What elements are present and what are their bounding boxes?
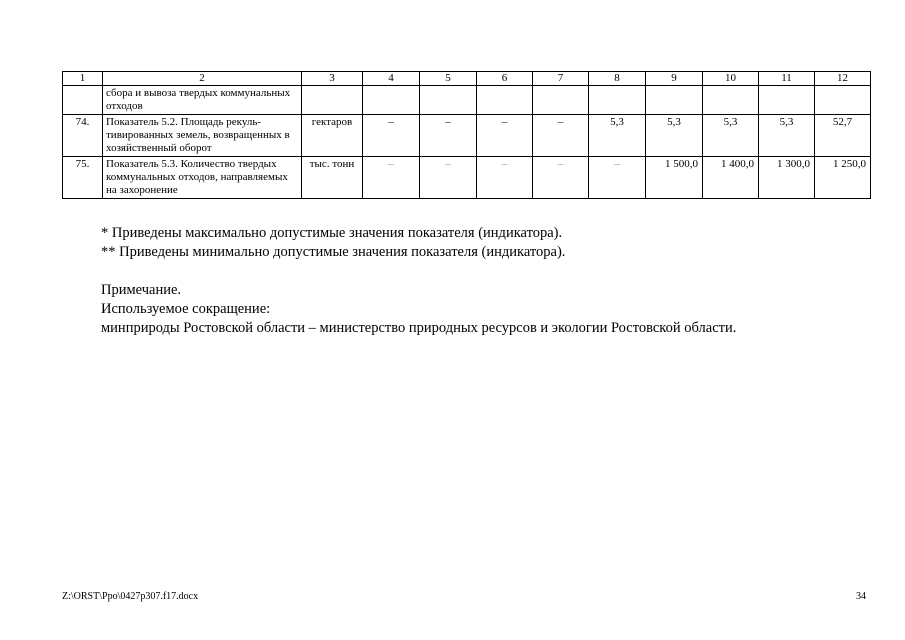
value-cell: – <box>420 115 477 157</box>
value-cell: 5,3 <box>589 115 646 157</box>
table-row <box>63 157 871 199</box>
indicator-name: сбора и вывоза твердых коммунальных отходов <box>103 86 302 115</box>
header-cell: 5 <box>420 72 477 86</box>
value-cell <box>363 86 420 115</box>
value-cell: – <box>363 157 420 199</box>
value-cell: – <box>477 115 533 157</box>
value-cell <box>477 86 533 115</box>
value-cell: 1 500,0 <box>646 157 703 199</box>
value-cell: – <box>420 157 477 199</box>
value-cell: 5,3 <box>759 115 815 157</box>
row-number: 74. <box>63 115 103 157</box>
indicator-name: Показатель 5.3. Количество твердых коммунальных отходов, направляемых на захоронение <box>103 157 302 199</box>
footnote-max: * Приведены максимально допустимые значения показателя (индикатора). <box>101 225 563 241</box>
header-cell: 8 <box>589 72 646 86</box>
row-number: 75. <box>63 157 103 199</box>
footnote-min: ** Приведены минимально допустимые значения показателя (индикатора). <box>101 244 566 260</box>
value-cell: 1 300,0 <box>759 157 815 199</box>
footer-file-path: Z:\ORST\Ppo\0427p307.f17.docx <box>62 591 199 602</box>
page-number: 34 <box>856 591 866 602</box>
header-cell: 7 <box>533 72 589 86</box>
unit-cell: тыс. тонн <box>302 157 363 199</box>
value-cell: 1 250,0 <box>815 157 871 199</box>
value-cell: – <box>589 157 646 199</box>
header-cell: 11 <box>759 72 815 86</box>
footnotes-block <box>101 224 736 338</box>
header-cell: 6 <box>477 72 533 86</box>
value-cell: 52,7 <box>815 115 871 157</box>
value-cell <box>420 86 477 115</box>
header-cell: 1 <box>63 72 103 86</box>
value-cell <box>815 86 871 115</box>
value-cell <box>646 86 703 115</box>
value-cell: – <box>533 157 589 199</box>
header-cell: 9 <box>646 72 703 86</box>
header-cell: 4 <box>363 72 420 86</box>
header-cell: 10 <box>703 72 759 86</box>
note-title: Примечание. <box>101 282 182 298</box>
value-cell: 5,3 <box>646 115 703 157</box>
row-number <box>63 86 103 115</box>
value-cell: – <box>477 157 533 199</box>
indicator-name: Показатель 5.2. Площадь рекультивированных земель, возвращенных в хозяйственный оборот <box>103 115 302 157</box>
abbreviation-heading: Используемое сокращение: <box>101 301 271 317</box>
unit-cell <box>302 86 363 115</box>
header-cell: 3 <box>302 72 363 86</box>
table-row <box>63 86 871 115</box>
value-cell: 5,3 <box>703 115 759 157</box>
value-cell: – <box>533 115 589 157</box>
spacer <box>101 262 736 281</box>
value-cell <box>589 86 646 115</box>
table-header-row <box>63 72 871 86</box>
value-cell <box>759 86 815 115</box>
unit-cell: гектаров <box>302 115 363 157</box>
table-row <box>63 115 871 157</box>
value-cell: – <box>363 115 420 157</box>
indicators-table <box>62 71 871 199</box>
value-cell <box>533 86 589 115</box>
value-cell: 1 400,0 <box>703 157 759 199</box>
abbreviation-text: минприроды Ростовской области – министерство природных ресурсов и экологии Ростовской области. <box>101 320 737 336</box>
header-cell: 12 <box>815 72 871 86</box>
value-cell <box>703 86 759 115</box>
header-cell: 2 <box>103 72 302 86</box>
